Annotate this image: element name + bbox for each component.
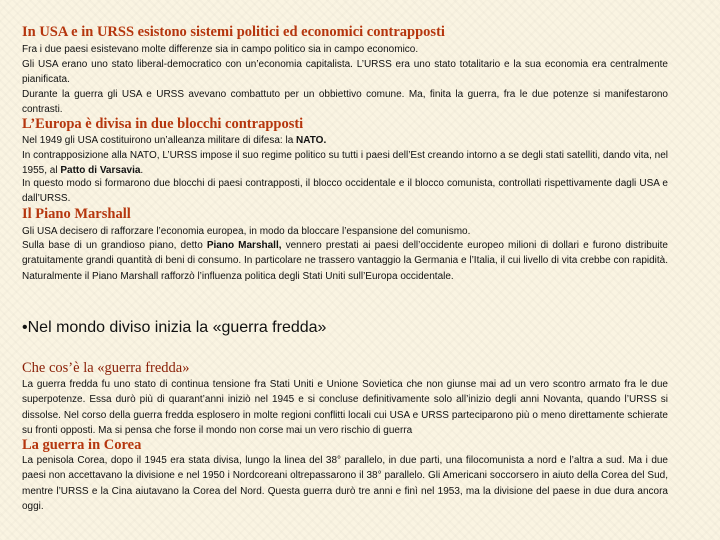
- paragraph-cold-war: La guerra fredda fu uno stato di continua tensione fra Stati Uniti e Unione Sovietica che non giunse mai ad un vero scontro armato fra le due superpotenze. Essa durò più di quarant’anni iniziò nel 1945 e si concluse definitivamente solo all’inizio degli anni Novanta, quando l’URSS si dissolse. Nel corso della guerra fredda esplosero in molte regioni conflitti locali cui USA e URSS parteciparono più o meno direttamente schierate su fronti opposti. Ma si pensa che forse il mondo non corse mai un vero rischio di guerra: [22, 379, 668, 436]
- marshall-bold: Piano Marshall,: [206, 240, 282, 251]
- section-title-cold-war: Che cos’è la «guerra fredda»: [22, 360, 190, 376]
- marshall-rest: vennero prestati ai paesi dell’occidente europeo milioni di dollari e furono distribuite gratuitamente grandi quantità di beni di consumo. In particolare ne trassero vantaggio la Germania e l’Italia, il cui livello di vita crebbe con rapidità. Naturalmente il Piano Marshall rafforzò l’influenza politica degli Stati Uniti sull’Europa occidentale.: [22, 240, 668, 282]
- section-title-blocs: L’Europa è divisa in due blocchi contrapposti: [22, 116, 304, 132]
- paragraph-war-contrasts: Durante la guerra gli USA e URSS avevano combattuto per un obbiettivo comune. Ma, finita la guerra, fra le due potenze si manifestarono contrasti.: [22, 89, 668, 116]
- nato-bold: NATO.: [296, 135, 327, 146]
- warsaw-end: .: [140, 165, 144, 177]
- bullet-text: Nel mondo diviso inizia la «guerra fredda»: [27, 319, 327, 336]
- warsaw-text: In contrapposizione alla NATO, L’URSS impose il suo regime politico su tutti i paesi dell’Est creando intorno a se degli stati satelliti, dando vita, nel 1955, al: [22, 150, 668, 177]
- bullet-icon: •: [22, 319, 28, 336]
- paragraph-systems: Gli USA erano uno stato liberal-democratico con un’economia capitalista. L’URSS era uno stato totalitario e la sua economia era centralmente pianificata.: [22, 59, 668, 86]
- section-title-marshall: Il Piano Marshall: [22, 206, 131, 222]
- bullet-cold-war: [22, 318, 326, 338]
- nato-text: Nel 1949 gli USA costituirono un’alleanza militare di difesa: la: [22, 135, 297, 146]
- marshall-text: Sulla base di un grandioso piano, detto: [22, 240, 207, 251]
- paragraph-marshall-plan: [22, 238, 668, 284]
- paragraph-two-blocs: In questo modo si formarono due blocchi di paesi contrapposti, il blocco occidentale e il blocco comunista, controllati rispettivamente dagli USA e dall’URSS.: [22, 178, 668, 205]
- paragraph-differences: Fra i due paesi esistevano molte differenze sia in campo politico sia in campo economico.: [22, 44, 419, 55]
- paragraph-nato: [22, 133, 668, 148]
- section-title-korea: La guerra in Corea: [22, 437, 142, 453]
- paragraph-marshall-intro: Gli USA decisero di rafforzare l’economia europea, in modo da bloccare l’espansione del comunismo.: [22, 226, 471, 237]
- warsaw-bold: Patto di Varsavia: [60, 165, 141, 177]
- paragraph-korea: La penisola Corea, dopo il 1945 era stata divisa, lungo la linea del 38° parallelo, in due parti, una filocomunista a nord e l’altra a sud. Ma i due paesi non accettavano la divisione e nel 1950 i Nordcoreani oltrepassarono il 38° parallelo. Gli Americani soccorsero in aiuto della Corea del Sud, mentre l’URSS e la Cina aiutavano la Corea del Nord. Questa guerra durò tre anni e finì nel 1953, ma la divisione del paese in due dura ancora oggi.: [22, 455, 668, 512]
- section-title-systems: In USA e in URSS esistono sistemi politici ed economici contrapposti: [22, 24, 445, 40]
- paragraph-warsaw-pact: [22, 148, 668, 179]
